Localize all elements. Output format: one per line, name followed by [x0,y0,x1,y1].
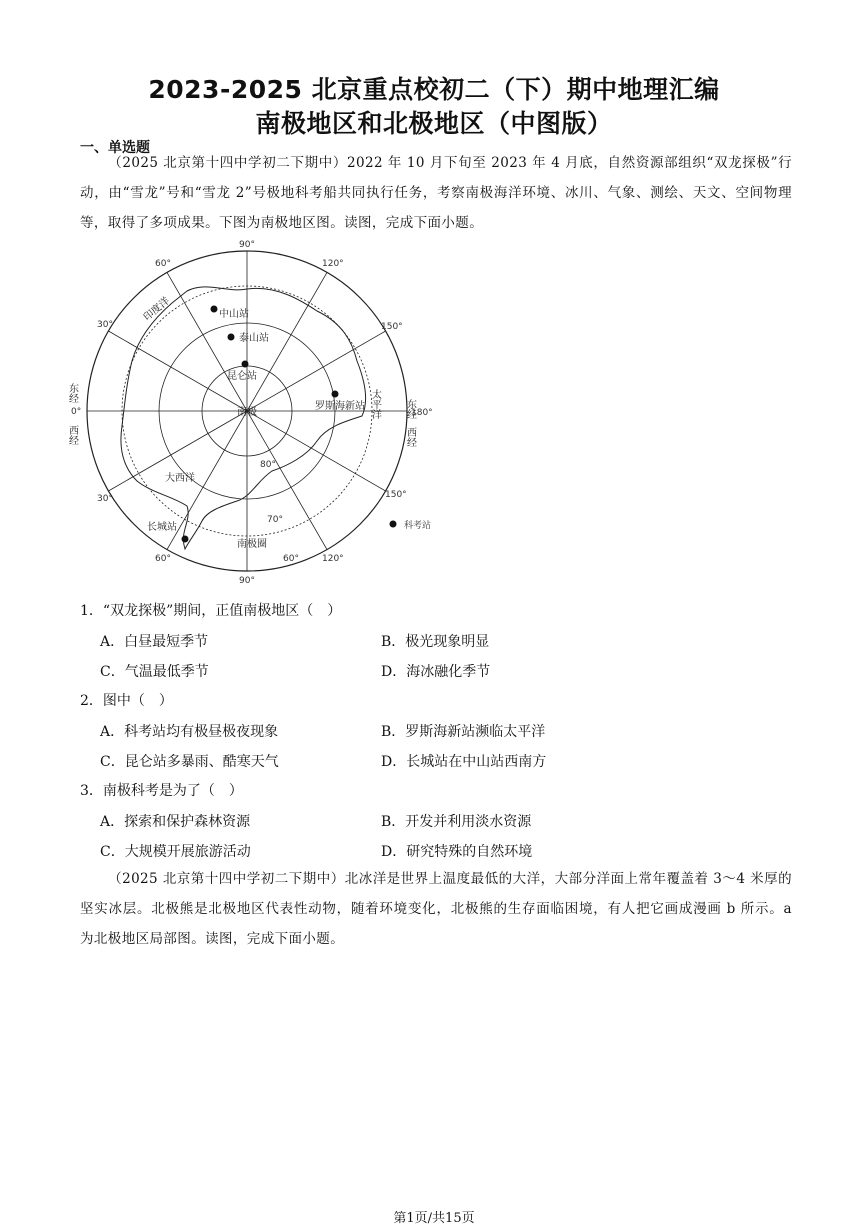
deg-120-bottom: 120° [322,554,344,564]
label-180: 180° [411,408,433,418]
label-south-pole: 南极 [237,407,257,418]
label-luosi-station: 罗斯海新站 [315,401,365,412]
question-3-option-b[interactable]: B．开发并利用淡水资源 [381,814,532,830]
intro-paragraph-1-text: （2025 北京第十四中学初二下期中）2022 年 10 月下旬至 2023 年 4 月底，自然资源部组织“双龙探极”行动，由“雪龙”号和“雪龙 2”号极地科考船共同执行任务，考察南极海洋环境、冰川、气象、测绘、天文、空间物理等，取得了多项成果。下图为南极地区图。读图，完成下面小题。 [80,155,792,231]
label-west-longitude-left: 西经 [66,425,78,445]
question-1-option-d[interactable]: D．海冰融化季节 [381,664,491,680]
question-2-option-d[interactable]: D．长城站在中山站西南方 [381,754,547,770]
question-2-option-b[interactable]: B．罗斯海新站濒临太平洋 [381,724,546,740]
kunlun-station-dot [242,361,249,368]
changcheng-station-dot [182,536,189,543]
taishan-station-dot [228,334,235,341]
label-indian-ocean: 印度洋 [141,295,172,324]
legend-station-dot [390,521,397,528]
deg-30-lower: 30° [97,494,113,504]
question-2-option-a[interactable]: A．科考站均有极昼极夜现象 [100,724,279,740]
lat-80: 80° [260,460,276,470]
label-east-longitude: 东经 [404,399,416,419]
label-west-longitude: 西经 [404,427,416,447]
intro-paragraph-2-text: （2025 北京第十四中学初二下期中）北冰洋是世界上温度最低的大洋，大部分洋面上常年覆盖着 3～4 米厚的坚实冰层。北极熊是北极地区代表性动物，随着环境变化，北极熊的生存面临困境，有人把它画成漫画 b 所示。a 为北极地区局部图。读图，完成下面小题。 [80,871,792,947]
question-1-option-a[interactable]: A．白昼最短季节 [100,634,209,650]
label-east-longitude-left: 东经 [66,383,78,403]
label-0deg: 0° [71,407,82,417]
deg-60-bottom-2: 60° [283,554,299,564]
deg-30-upper: 30° [97,320,113,330]
question-2-stem: 2．图中（ ） [80,693,173,709]
antarctic-map [66,240,490,590]
legend-label: 科考站 [404,521,432,531]
section-heading: 一、单选题 [80,140,150,156]
label-atlantic: 大西洋 [165,473,195,484]
document-title-line-1: 2023-2025 北京重点校初二（下）期中地理汇编 [148,75,720,104]
intro-paragraph-1 [80,148,792,238]
deg-150-upper: 150° [381,322,403,332]
page-footer: 第1页/共15页 [393,1211,475,1226]
document-title-line-2: 南极地区和北极地区（中图版） [255,109,613,138]
deg-60-top: 60° [155,259,171,269]
question-3-option-c[interactable]: C．大规模开展旅游活动 [100,844,251,860]
question-2-option-c[interactable]: C．昆仑站多暴雨、酷寒天气 [100,754,279,770]
label-antarctic-circle: 南极圈 [237,539,267,550]
question-1-option-c[interactable]: C．气温最低季节 [100,664,209,680]
label-kunlun: 昆仑站 [227,371,257,382]
label-changcheng: 长城站 [147,522,177,533]
question-3-stem: 3．南极科考是为了（ ） [80,783,243,799]
intro-paragraph-2 [80,864,792,954]
deg-90-bottom: 90° [239,576,255,586]
label-pacific: 太平洋 [369,389,381,419]
deg-60-bottom: 60° [155,554,171,564]
question-3-option-d[interactable]: D．研究特殊的自然环境 [381,844,533,860]
deg-120-top: 120° [322,259,344,269]
lat-70: 70° [267,515,283,525]
question-1-option-b[interactable]: B．极光现象明显 [381,634,490,650]
luosi-station-dot [332,391,339,398]
question-1-stem: 1．“双龙探极”期间，正值南极地区（ ） [80,603,342,619]
label-taishan: 泰山站 [239,333,269,344]
question-3-option-a[interactable]: A．探索和保护森林资源 [100,814,251,830]
label-zhongshan: 中山站 [219,309,249,320]
zhongshan-station-dot [211,306,218,313]
deg-150-lower: 150° [385,490,407,500]
deg-90-top: 90° [239,240,255,250]
